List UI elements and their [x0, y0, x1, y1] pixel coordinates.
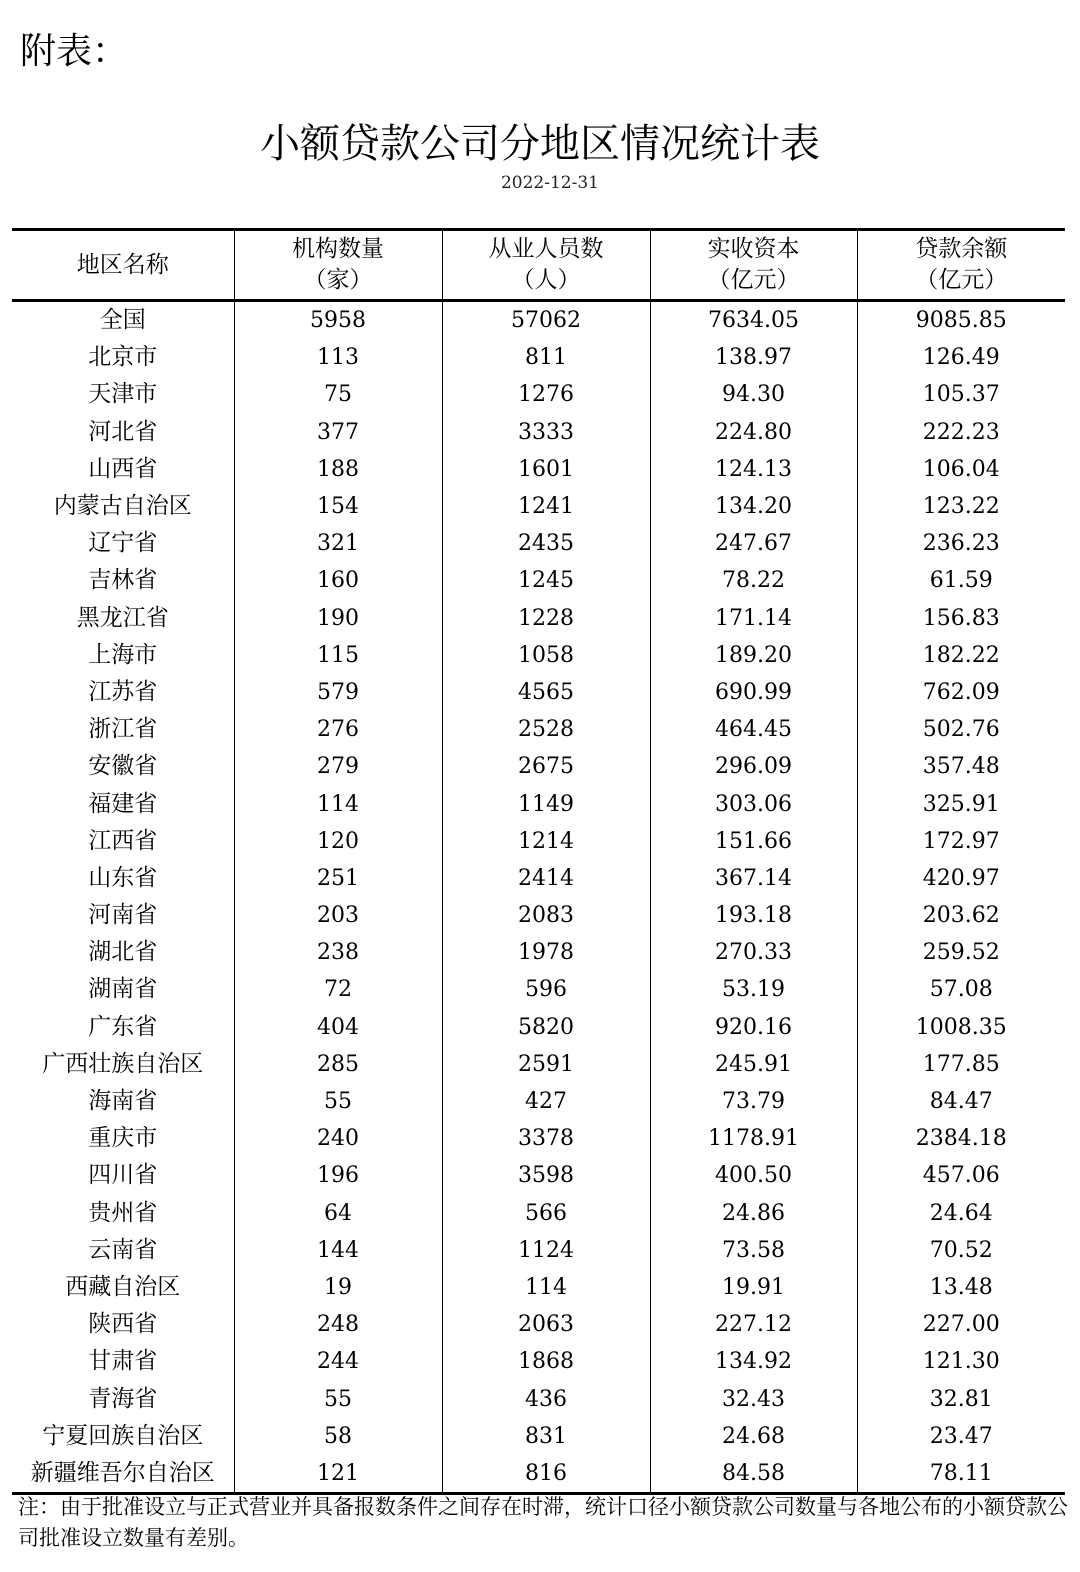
- region-cell: 西藏自治区: [65, 1273, 181, 1300]
- region-cell: 广西壮族自治区: [42, 1050, 204, 1077]
- region-cell: 全国: [99, 307, 146, 334]
- region-cell: 江苏省: [88, 678, 158, 705]
- employee-count-cell: 1245: [442, 562, 650, 599]
- paid-in-capital-cell: 124.13: [650, 451, 857, 488]
- loan-balance-cell: 61.59: [857, 562, 1065, 599]
- paid-in-capital-cell: 690.99: [650, 674, 857, 711]
- paid-in-capital-cell: 84.58: [650, 1455, 857, 1494]
- paid-in-capital-cell: 171.14: [650, 600, 857, 637]
- region-cell: 内蒙古自治区: [53, 493, 192, 520]
- institution-count-cell: 579: [234, 674, 442, 711]
- table-row: [12, 301, 1065, 340]
- employee-count-cell: 2435: [442, 525, 650, 562]
- paid-in-capital-cell: 303.06: [650, 785, 857, 822]
- header-loan-balance: [857, 230, 1065, 301]
- employee-count-cell: 1058: [442, 637, 650, 674]
- paid-in-capital-cell: 245.91: [650, 1046, 857, 1083]
- paid-in-capital-cell: 78.22: [650, 562, 857, 599]
- header-paid-in-capital: [650, 230, 857, 301]
- employee-count-cell: 436: [442, 1380, 650, 1417]
- loan-balance-cell: 24.64: [857, 1195, 1065, 1232]
- employee-count-cell: 2675: [442, 748, 650, 785]
- paid-in-capital-cell: 32.43: [650, 1380, 857, 1417]
- loan-balance-cell: 222.23: [857, 414, 1065, 451]
- region-cell: 新疆维吾尔自治区: [12, 1455, 234, 1494]
- employee-count-cell: 114: [442, 1269, 650, 1306]
- paid-in-capital-cell: 296.09: [650, 748, 857, 785]
- table-row: [12, 934, 1065, 971]
- table-row: [12, 376, 1065, 413]
- table-row: [12, 1120, 1065, 1157]
- employee-count-cell: 831: [442, 1418, 650, 1455]
- paid-in-capital-cell: 224.80: [650, 414, 857, 451]
- region-cell: 宁夏回族自治区: [42, 1422, 204, 1449]
- paid-in-capital-cell: 73.58: [650, 1232, 857, 1269]
- region-cell: 广东省: [88, 1013, 158, 1040]
- institution-count-cell: 55: [234, 1380, 442, 1417]
- region-cell: 湖南省: [88, 976, 158, 1003]
- loan-balance-cell: 172.97: [857, 823, 1065, 860]
- region-cell: 甘肃省: [88, 1348, 158, 1375]
- region-cell: 河南省: [88, 902, 158, 929]
- table-row: [12, 1269, 1065, 1306]
- paid-in-capital-cell: 7634.05: [650, 301, 857, 340]
- employee-count-cell: 1241: [442, 488, 650, 525]
- loan-balance-cell: 227.00: [857, 1306, 1065, 1343]
- table-row: [12, 674, 1065, 711]
- employee-count-cell: 2063: [442, 1306, 650, 1343]
- institution-count-cell: 196: [234, 1157, 442, 1194]
- table-row: [12, 637, 1065, 674]
- institution-count-cell: 19: [234, 1269, 442, 1306]
- loan-balance-cell: 2384.18: [857, 1120, 1065, 1157]
- table-header: [12, 230, 1065, 301]
- institution-count-cell: 251: [234, 860, 442, 897]
- header-employee-count-label: 从业人员数: [488, 236, 604, 262]
- employee-count-cell: 1276: [442, 376, 650, 413]
- table-row: [12, 748, 1065, 785]
- employee-count-cell: 57062: [442, 301, 650, 340]
- region-cell: 安徽省: [88, 753, 158, 780]
- loan-balance-cell: 762.09: [857, 674, 1065, 711]
- header-region-label: 地区名称: [76, 251, 169, 278]
- region-cell: 海南省: [88, 1088, 158, 1115]
- institution-count-cell: 188: [234, 451, 442, 488]
- loan-balance-cell: 325.91: [857, 785, 1065, 822]
- institution-count-cell: 190: [234, 600, 442, 637]
- region-cell: 辽宁省: [88, 530, 158, 557]
- table-row: [12, 600, 1065, 637]
- paid-in-capital-cell: 73.79: [650, 1083, 857, 1120]
- institution-count-cell: 321: [234, 525, 442, 562]
- employee-count-cell: 3333: [442, 414, 650, 451]
- loan-balance-cell: 9085.85: [857, 301, 1065, 340]
- region-cell: 山西省: [88, 455, 158, 482]
- loan-balance-cell: 70.52: [857, 1232, 1065, 1269]
- institution-count-cell: 64: [234, 1195, 442, 1232]
- paid-in-capital-cell: 400.50: [650, 1157, 857, 1194]
- table-row: [12, 1418, 1065, 1455]
- loan-balance-cell: 78.11: [857, 1455, 1065, 1494]
- table-row: [12, 1083, 1065, 1120]
- institution-count-cell: 154: [234, 488, 442, 525]
- institution-count-cell: 279: [234, 748, 442, 785]
- statistics-table: [12, 228, 1065, 1495]
- region-cell: 贵州省: [88, 1199, 158, 1226]
- table-row: [12, 860, 1065, 897]
- region-cell: 北京市: [88, 344, 158, 371]
- paid-in-capital-cell: 24.86: [650, 1195, 857, 1232]
- table-row: [12, 414, 1065, 451]
- table-row: [12, 562, 1065, 599]
- paid-in-capital-cell: 53.19: [650, 971, 857, 1008]
- table-row: [12, 451, 1065, 488]
- employee-count-cell: 1601: [442, 451, 650, 488]
- loan-balance-cell: 126.49: [857, 339, 1065, 376]
- loan-balance-cell: 23.47: [857, 1418, 1065, 1455]
- loan-balance-cell: 57.08: [857, 971, 1065, 1008]
- table-row: [12, 1455, 1065, 1494]
- institution-count-cell: 75: [234, 376, 442, 413]
- table-row: [12, 1306, 1065, 1343]
- table-row: [12, 525, 1065, 562]
- paid-in-capital-cell: 19.91: [650, 1269, 857, 1306]
- header-employee-count: [442, 230, 650, 301]
- loan-balance-cell: 357.48: [857, 748, 1065, 785]
- table-body: [12, 301, 1065, 1494]
- loan-balance-cell: 420.97: [857, 860, 1065, 897]
- employee-count-cell: 2414: [442, 860, 650, 897]
- paid-in-capital-cell: 138.97: [650, 339, 857, 376]
- institution-count-cell: 285: [234, 1046, 442, 1083]
- table-row: [12, 1195, 1065, 1232]
- loan-balance-cell: 32.81: [857, 1380, 1065, 1417]
- institution-count-cell: 114: [234, 785, 442, 822]
- appendix-label: 附表：: [20, 31, 129, 72]
- institution-count-cell: 377: [234, 414, 442, 451]
- header-paid-in-capital-label: 实收资本: [707, 236, 800, 262]
- loan-balance-cell: 121.30: [857, 1343, 1065, 1380]
- institution-count-cell: 5958: [234, 301, 442, 340]
- institution-count-cell: 113: [234, 339, 442, 376]
- loan-balance-cell: 106.04: [857, 451, 1065, 488]
- region-cell: 黑龙江省: [76, 604, 169, 631]
- institution-count-cell: 121: [234, 1455, 442, 1494]
- table-row: [12, 823, 1065, 860]
- loan-balance-cell: 1008.35: [857, 1009, 1065, 1046]
- institution-count-cell: 58: [234, 1418, 442, 1455]
- table-row: [12, 1009, 1065, 1046]
- loan-balance-cell: 84.47: [857, 1083, 1065, 1120]
- header-region: [12, 230, 234, 301]
- loan-balance-cell: 203.62: [857, 897, 1065, 934]
- institution-count-cell: 240: [234, 1120, 442, 1157]
- institution-count-cell: 238: [234, 934, 442, 971]
- employee-count-cell: 596: [442, 971, 650, 1008]
- loan-balance-cell: 13.48: [857, 1269, 1065, 1306]
- loan-balance-cell: 259.52: [857, 934, 1065, 971]
- report-date: 2022-12-31: [500, 173, 599, 193]
- employee-count-cell: 2528: [442, 711, 650, 748]
- employee-count-cell: 1978: [442, 934, 650, 971]
- employee-count-cell: 4565: [442, 674, 650, 711]
- region-cell: 江西省: [88, 827, 158, 854]
- region-cell: 青海省: [88, 1385, 158, 1412]
- region-cell: 山东省: [88, 864, 158, 891]
- table-row: [12, 971, 1065, 1008]
- region-cell: 天津市: [88, 381, 158, 408]
- region-cell: 河北省: [88, 418, 158, 445]
- paid-in-capital-cell: 1178.91: [650, 1120, 857, 1157]
- employee-count-cell: 2083: [442, 897, 650, 934]
- paid-in-capital-cell: 134.92: [650, 1343, 857, 1380]
- employee-count-cell: 5820: [442, 1009, 650, 1046]
- header-row: [12, 230, 1065, 301]
- region-cell: 浙江省: [88, 716, 158, 743]
- employee-count-cell: 1149: [442, 785, 650, 822]
- employee-count-cell: 3598: [442, 1157, 650, 1194]
- paid-in-capital-cell: 94.30: [650, 376, 857, 413]
- table-row: [12, 897, 1065, 934]
- header-loan-balance-unit: （亿元）: [915, 267, 1008, 293]
- institution-count-cell: 248: [234, 1306, 442, 1343]
- header-loan-balance-label: 贷款余额: [915, 236, 1008, 262]
- header-institution-count: [234, 230, 442, 301]
- loan-balance-cell: 182.22: [857, 637, 1065, 674]
- paid-in-capital-cell: 227.12: [650, 1306, 857, 1343]
- loan-balance-cell: 457.06: [857, 1157, 1065, 1194]
- paid-in-capital-cell: 189.20: [650, 637, 857, 674]
- table-row: [12, 1232, 1065, 1269]
- employee-count-cell: 1214: [442, 823, 650, 860]
- header-institution-count-unit: （家）: [303, 267, 373, 293]
- table-row: [12, 711, 1065, 748]
- table-row: [12, 785, 1065, 822]
- institution-count-cell: 120: [234, 823, 442, 860]
- employee-count-cell: 816: [442, 1455, 650, 1494]
- table-row: [12, 1343, 1065, 1380]
- paid-in-capital-cell: 193.18: [650, 897, 857, 934]
- paid-in-capital-cell: 134.20: [650, 488, 857, 525]
- loan-balance-cell: 177.85: [857, 1046, 1065, 1083]
- institution-count-cell: 404: [234, 1009, 442, 1046]
- institution-count-cell: 144: [234, 1232, 442, 1269]
- table-row: [12, 1380, 1065, 1417]
- region-cell: 吉林省: [88, 567, 158, 594]
- loan-balance-cell: 123.22: [857, 488, 1065, 525]
- loan-balance-cell: 105.37: [857, 376, 1065, 413]
- region-cell: 重庆市: [88, 1125, 158, 1152]
- institution-count-cell: 55: [234, 1083, 442, 1120]
- region-cell: 上海市: [88, 641, 158, 668]
- header-employee-count-unit: （人）: [511, 267, 581, 293]
- loan-balance-cell: 502.76: [857, 711, 1065, 748]
- institution-count-cell: 72: [234, 971, 442, 1008]
- table-row: [12, 339, 1065, 376]
- paid-in-capital-cell: 920.16: [650, 1009, 857, 1046]
- employee-count-cell: 1124: [442, 1232, 650, 1269]
- paid-in-capital-cell: 24.68: [650, 1418, 857, 1455]
- institution-count-cell: 276: [234, 711, 442, 748]
- paid-in-capital-cell: 151.66: [650, 823, 857, 860]
- employee-count-cell: 1868: [442, 1343, 650, 1380]
- paid-in-capital-cell: 367.14: [650, 860, 857, 897]
- region-cell: 福建省: [88, 790, 158, 817]
- paid-in-capital-cell: 464.45: [650, 711, 857, 748]
- loan-balance-cell: 156.83: [857, 600, 1065, 637]
- region-cell: 云南省: [88, 1236, 158, 1263]
- region-cell: 陕西省: [88, 1311, 158, 1338]
- institution-count-cell: 160: [234, 562, 442, 599]
- table-row: [12, 1157, 1065, 1194]
- region-cell: 四川省: [88, 1162, 158, 1189]
- institution-count-cell: 244: [234, 1343, 442, 1380]
- employee-count-cell: 566: [442, 1195, 650, 1232]
- employee-count-cell: 811: [442, 339, 650, 376]
- loan-balance-cell: 236.23: [857, 525, 1065, 562]
- institution-count-cell: 203: [234, 897, 442, 934]
- employee-count-cell: 1228: [442, 600, 650, 637]
- employee-count-cell: 3378: [442, 1120, 650, 1157]
- footnote: 注：由于批准设立与正式营业并具备报数条件之间存在时滞，统计口径小额贷款公司数量与各地公布的小额贷款公司批准设立数量有差别。: [18, 1495, 1068, 1550]
- paid-in-capital-cell: 270.33: [650, 934, 857, 971]
- table-row: [12, 1046, 1065, 1083]
- table-row: [12, 488, 1065, 525]
- employee-count-cell: 2591: [442, 1046, 650, 1083]
- institution-count-cell: 115: [234, 637, 442, 674]
- region-cell: 湖北省: [88, 939, 158, 966]
- header-paid-in-capital-unit: （亿元）: [707, 267, 800, 293]
- employee-count-cell: 427: [442, 1083, 650, 1120]
- paid-in-capital-cell: 247.67: [650, 525, 857, 562]
- table-title: 小额贷款公司分地区情况统计表: [260, 121, 820, 167]
- header-institution-count-label: 机构数量: [292, 236, 384, 262]
